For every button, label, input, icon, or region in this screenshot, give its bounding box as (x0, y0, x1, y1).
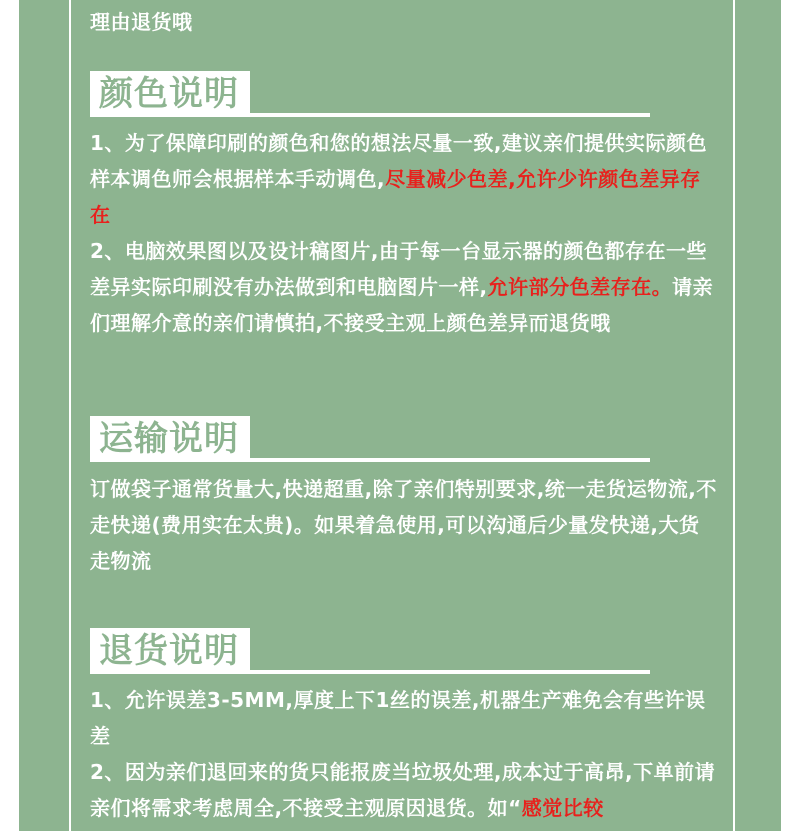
paragraph-returns-1: 1、允许误差3-5MM,厚度上下1丝的误差,机器生产难免会有些许误差 (90, 688, 706, 748)
section-title: 颜色说明 (99, 74, 239, 114)
highlight-text: 尽量减少色差,允许少许颜色差异存在 (90, 167, 701, 227)
right-border-line (733, 0, 735, 831)
section-title: 运输说明 (99, 419, 239, 459)
left-border-line (69, 0, 71, 831)
paragraph-color-1: 1、为了保障印刷的颜色和您的想法尽量一致,建议亲们提供实际颜色样本调色师会根据样本手动调色,尽量减少色差,允许少许颜色差异存在 (90, 131, 708, 227)
paragraph-shipping-1: 订做袋子通常货量大,快递超重,除了亲们特别要求,统一走货运物流,不走快递(费用实在太贵)。如果着急使用,可以沟通后少量发快递,大货走物流 (90, 477, 717, 573)
section-heading-returns (90, 628, 650, 674)
highlight-text: 感觉比较 (521, 796, 604, 820)
highlight-text: 允许部分色差存在。 (487, 275, 673, 299)
paragraph-returns-2: 2、因为亲们退回来的货只能报废当垃圾处理,成本过于高昂,下单前请亲们将需求考虑周全,不接受主观原因退货。如“感觉比较 (90, 760, 716, 820)
paragraph-color-2: 2、电脑效果图以及设计稿图片,由于每一台显示器的颜色都存在一些差异实际印刷没有办法做到和电脑图片一样,允许部分色差存在。请亲们理解介意的亲们请慎拍,不接受主观上颜色差异而退货哦 (90, 239, 714, 335)
section-title: 退货说明 (99, 631, 239, 671)
section-heading-shipping (90, 416, 650, 462)
section-heading-color (90, 71, 650, 117)
top-text: 理由退货哦 (90, 10, 193, 34)
